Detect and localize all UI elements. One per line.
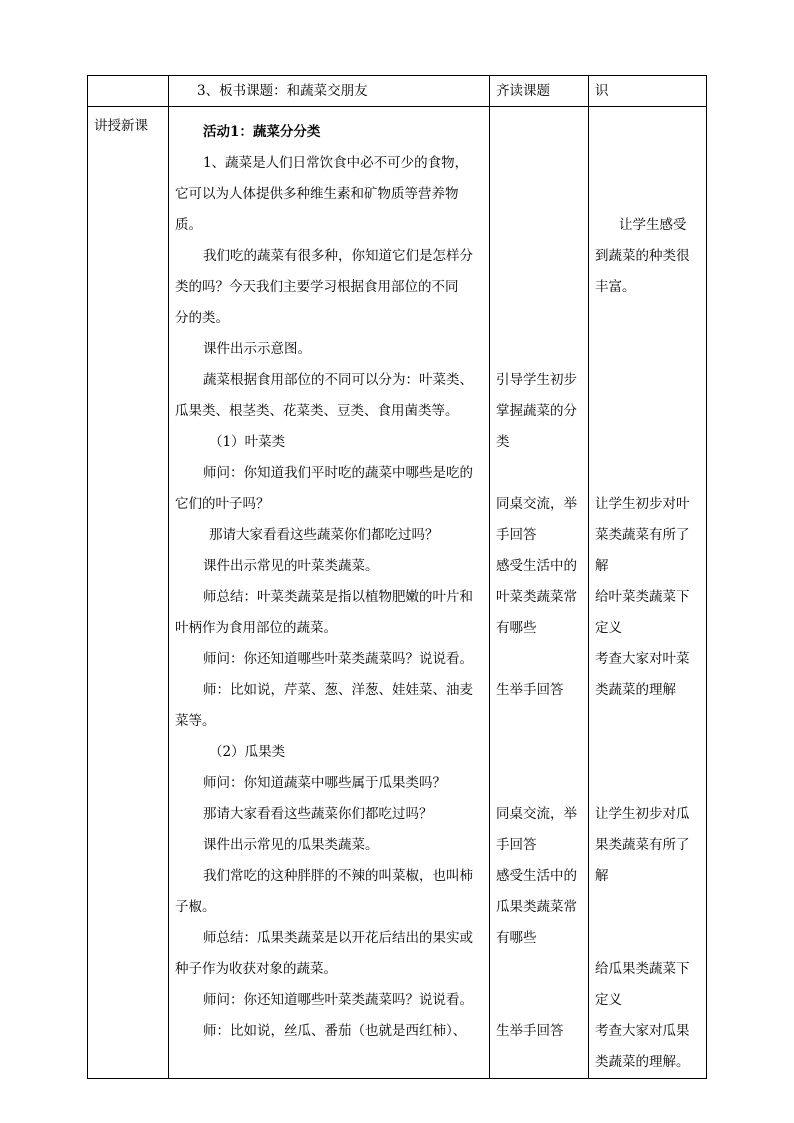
teacher-activity-line: 师总结：叶菜类蔬菜是指以植物肥嫩的叶片和	[203, 589, 473, 605]
design-intent-line	[595, 458, 700, 489]
student-activity-line: 有哪些	[496, 930, 537, 946]
teacher-activity-line: 瓜果类、根茎类、花菜类、豆类、食用菌类等。	[175, 403, 459, 419]
teacher-activity-line: 种子作为收获对象的蔬菜。	[175, 961, 337, 977]
student-activity-line	[496, 737, 582, 768]
design-intent-line	[595, 427, 700, 458]
teacher-activity-line: 菜等。	[175, 713, 216, 729]
student-activity-line	[496, 644, 582, 675]
teacher-activity-line: 课件出示常见的瓜果类蔬菜。	[203, 837, 379, 853]
teacher-activity-line: 活动1：蔬菜分分类	[203, 124, 321, 140]
student-activity-line: 感受生活中的	[496, 868, 577, 884]
teacher-activity-line: 师：比如说，芹菜、葱、洋葱、娃娃菜、油麦	[203, 682, 473, 698]
student-activity-line: 感受生活中的	[496, 558, 577, 574]
student-activity-line: 同桌交流，举	[496, 496, 577, 512]
teacher-activity-line: 师问：你知道我们平时吃的蔬菜中哪些是吃的	[203, 465, 473, 481]
design-intent-line: 丰富。	[595, 279, 636, 295]
student-activity-line: 有哪些	[496, 620, 537, 636]
header-cell-intent: 识	[589, 76, 707, 107]
student-activity-line: 生举手回答	[496, 1023, 564, 1039]
design-intent-line	[595, 303, 700, 334]
student-activity-line	[496, 272, 582, 303]
student-activity-line	[496, 768, 582, 799]
teacher-activity-line: 课件出示常见的叶菜类蔬菜。	[203, 558, 379, 574]
student-activity-line: 同桌交流，举	[496, 806, 577, 822]
teacher-activity-line: 子椒。	[175, 899, 216, 915]
teacher-activity-line: 分的类。	[175, 310, 229, 326]
table-row	[88, 107, 707, 1079]
design-intent-lines	[589, 117, 706, 1078]
teacher-activity-cell	[169, 107, 490, 1079]
student-activity-line	[496, 954, 582, 985]
design-intent-line: 菜类蔬菜有所了	[595, 527, 690, 543]
teacher-activity-line: 那请大家看看这些蔬菜你们都吃过吗？	[209, 527, 439, 543]
design-intent-line: 让学生感受	[619, 217, 687, 233]
student-activity-line	[496, 241, 582, 272]
student-activity-line	[496, 706, 582, 737]
header-cell-stage	[88, 76, 169, 107]
design-intent-line: 解	[595, 868, 609, 884]
student-activity-lines	[490, 117, 588, 1047]
student-activity-line: 掌握蔬菜的分	[496, 403, 577, 419]
table-row	[88, 76, 707, 107]
teacher-activity-line: 师问：你还知道哪些叶菜类蔬菜吗？说说看。	[203, 992, 473, 1008]
design-intent-line: 考查大家对叶菜	[595, 651, 690, 667]
teacher-activity-line: 它们的叶子吗？	[175, 496, 270, 512]
design-intent-cell	[589, 107, 707, 1079]
design-intent-line	[595, 148, 700, 179]
design-intent-line	[595, 396, 700, 427]
design-intent-line: 类蔬菜的理解	[595, 682, 676, 698]
design-intent-line	[595, 706, 700, 737]
design-intent-line: 考查大家对瓜果	[595, 1023, 690, 1039]
student-activity-line: 类	[496, 434, 510, 450]
teacher-activity-line: 师总结：瓜果类蔬菜是以开花后结出的果实或	[203, 930, 473, 946]
student-activity-line	[496, 148, 582, 179]
teacher-activity-line: 蔬菜根据食用部位的不同可以分为：叶菜类、	[203, 372, 473, 388]
student-activity-line	[496, 179, 582, 210]
design-intent-line: 类蔬菜的理解。	[595, 1054, 690, 1070]
student-activity-line: 生举手回答	[496, 682, 564, 698]
student-activity-line	[496, 210, 582, 241]
design-intent-line: 定义	[595, 620, 622, 636]
section-label-cell	[88, 107, 169, 1079]
teacher-activity-line: 我们吃的蔬菜有很多种，你知道它们是怎样分	[203, 248, 473, 264]
teacher-activity-line: 师：比如说，丝瓜、番茄（也就是西红柿）、	[203, 1023, 467, 1039]
student-activity-line: 手回答	[496, 837, 537, 853]
student-activity-cell	[490, 107, 589, 1079]
header-cell-student: 齐读课题	[490, 76, 589, 107]
teacher-activity-line: 类的吗？今天我们主要学习根据食用部位的不同	[175, 279, 459, 295]
teacher-activity-line: 师问：你还知道哪些叶菜类蔬菜吗？说说看。	[203, 651, 473, 667]
teacher-activity-line: （1）叶菜类	[209, 434, 286, 450]
teacher-activity-lines	[169, 117, 489, 1047]
design-intent-line: 让学生初步对叶	[595, 496, 690, 512]
design-intent-line	[595, 334, 700, 365]
section-label: 讲授新课	[94, 118, 148, 134]
design-intent-line: 定义	[595, 992, 622, 1008]
student-activity-line: 手回答	[496, 527, 537, 543]
design-intent-line: 果类蔬菜有所了	[595, 837, 690, 853]
design-intent-line	[595, 365, 700, 396]
header-cell-content: 3、板书课题：和蔬菜交朋友	[169, 76, 490, 107]
student-activity-line	[496, 458, 582, 489]
design-intent-line: 让学生初步对瓜	[595, 806, 690, 822]
design-intent-line: 给叶菜类蔬菜下	[595, 589, 690, 605]
student-activity-line	[496, 303, 582, 334]
teacher-activity-line: 叶柄作为食用部位的蔬菜。	[175, 620, 337, 636]
design-intent-line	[595, 737, 700, 768]
teacher-activity-line: 质。	[175, 217, 202, 233]
design-intent-line: 解	[595, 558, 609, 574]
design-intent-line	[595, 892, 700, 923]
teacher-activity-line: 它可以为人体提供多种维生素和矿物质等营养物	[175, 186, 459, 202]
teacher-activity-line: 那请大家看看这些蔬菜你们都吃过吗？	[203, 806, 433, 822]
student-activity-line: 瓜果类蔬菜常	[496, 899, 577, 915]
student-activity-line	[496, 334, 582, 365]
teacher-activity-line: 1、蔬菜是人们日常饮食中必不可少的食物，	[203, 155, 469, 171]
teacher-activity-line: 师问：你知道蔬菜中哪些属于瓜果类吗？	[203, 775, 446, 791]
design-intent-line: 给瓜果类蔬菜下	[595, 961, 690, 977]
design-intent-line: 到蔬菜的种类很	[595, 248, 690, 264]
teacher-activity-line: （2）瓜果类	[209, 744, 286, 760]
design-intent-line	[595, 117, 700, 148]
lesson-plan-table	[87, 75, 707, 1079]
teacher-activity-line: 课件出示示意图。	[203, 341, 311, 357]
design-intent-line	[595, 179, 700, 210]
student-activity-line	[496, 117, 582, 148]
design-intent-line	[595, 923, 700, 954]
teacher-activity-line: 我们常吃的这种胖胖的不辣的叫菜椒，也叫柿	[203, 868, 473, 884]
student-activity-line: 引导学生初步	[496, 372, 577, 388]
design-intent-line	[595, 768, 700, 799]
student-activity-line	[496, 985, 582, 1016]
student-activity-line: 叶菜类蔬菜常	[496, 589, 577, 605]
